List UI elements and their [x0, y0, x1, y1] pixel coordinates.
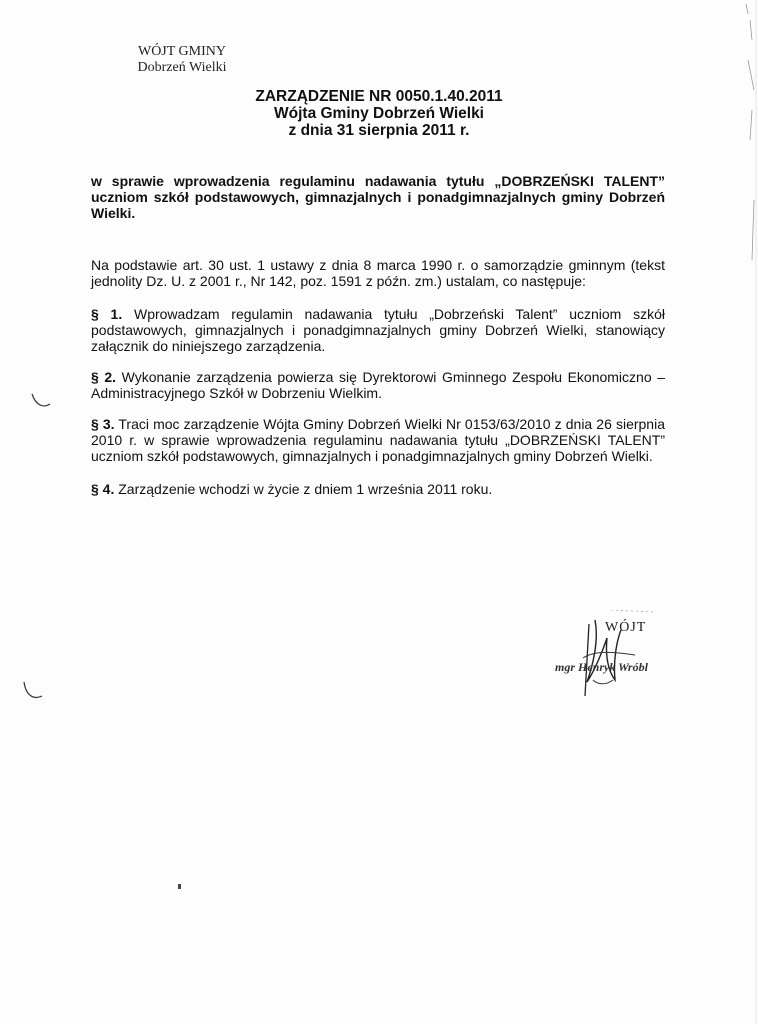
stamp-line-1: WÓJT GMINY	[137, 44, 226, 59]
paragraph-2-number: § 2.	[91, 369, 117, 385]
paragraph-1-text: Wprowadzam regulamin nadawania tytułu „Dobrzeński Talent” uczniom szkół podstawowych, gimnazjalnych i ponadgimnazjalnych gminy Dobrzeń Wielki, stanowiący załącznik do niniejszego zarządzenia.	[91, 306, 665, 354]
signature-role: WÓJT	[605, 620, 647, 635]
title-line-3: z dnia 31 sierpnia 2011 r.	[288, 122, 470, 139]
title-line-2: Wójta Gminy Dobrzeń Wielki	[274, 105, 484, 122]
scan-edge-noise	[728, 0, 758, 1024]
paragraph-2-text: Wykonanie zarządzenia powierza się Dyrektorowi Gminnego Zespołu Ekonomiczno – Administracyjnego Szkół w Dobrzeniu Wielkim.	[91, 369, 665, 401]
title-line-1: ZARZĄDZENIE NR 0050.1.40.2011	[255, 88, 503, 105]
paragraph-4	[91, 481, 665, 497]
paragraph-3	[91, 416, 665, 464]
paragraph-4-number: § 4.	[91, 481, 115, 497]
paragraph-3-text: Traci moc zarządzenie Wójta Gminy Dobrzeń Wielki Nr 0153/63/2010 z dnia 26 sierpnia 2010 r. w sprawie wprowadzenia regulaminu nadawania tytułu „DOBRZEŃSKI TALENT” uczniom szkół podstawowych, gimnazjalnych i ponadgimnazjalnych gminy Dobrzeń Wielki.	[91, 416, 665, 464]
signature-name: mgr Henryk Wróbl	[555, 660, 648, 674]
document-title	[190, 88, 568, 139]
paragraph-1	[91, 306, 665, 354]
paragraph-4-text: Zarządzenie wchodzi w życie z dniem 1 września 2011 roku.	[114, 481, 493, 497]
stamp-line-2: Dobrzeń Wielki	[137, 60, 227, 75]
scan-speck	[176, 882, 184, 892]
scan-mark	[22, 680, 44, 702]
legal-basis: Na podstawie art. 30 ust. 1 ustawy z dnia 8 marca 1990 r. o samorządzie gminnym (tekst jednolity Dz. U. z 2001 r., Nr 142, poz. 1591 z późn. zm.) ustalam, co następuje:	[91, 257, 665, 289]
signature-block	[555, 610, 705, 700]
paragraph-2	[91, 369, 665, 401]
scan-mark	[30, 390, 52, 410]
paragraph-3-number: § 3.	[91, 416, 115, 432]
document-subject: w sprawie wprowadzenia regulaminu nadawania tytułu „DOBRZEŃSKI TALENT” uczniom szkół podstawowych, gimnazjalnych i ponadgimnazjalnych gminy Dobrzeń Wielki.	[91, 173, 665, 221]
header-stamp	[118, 44, 246, 76]
paragraph-1-number: § 1.	[91, 306, 123, 322]
